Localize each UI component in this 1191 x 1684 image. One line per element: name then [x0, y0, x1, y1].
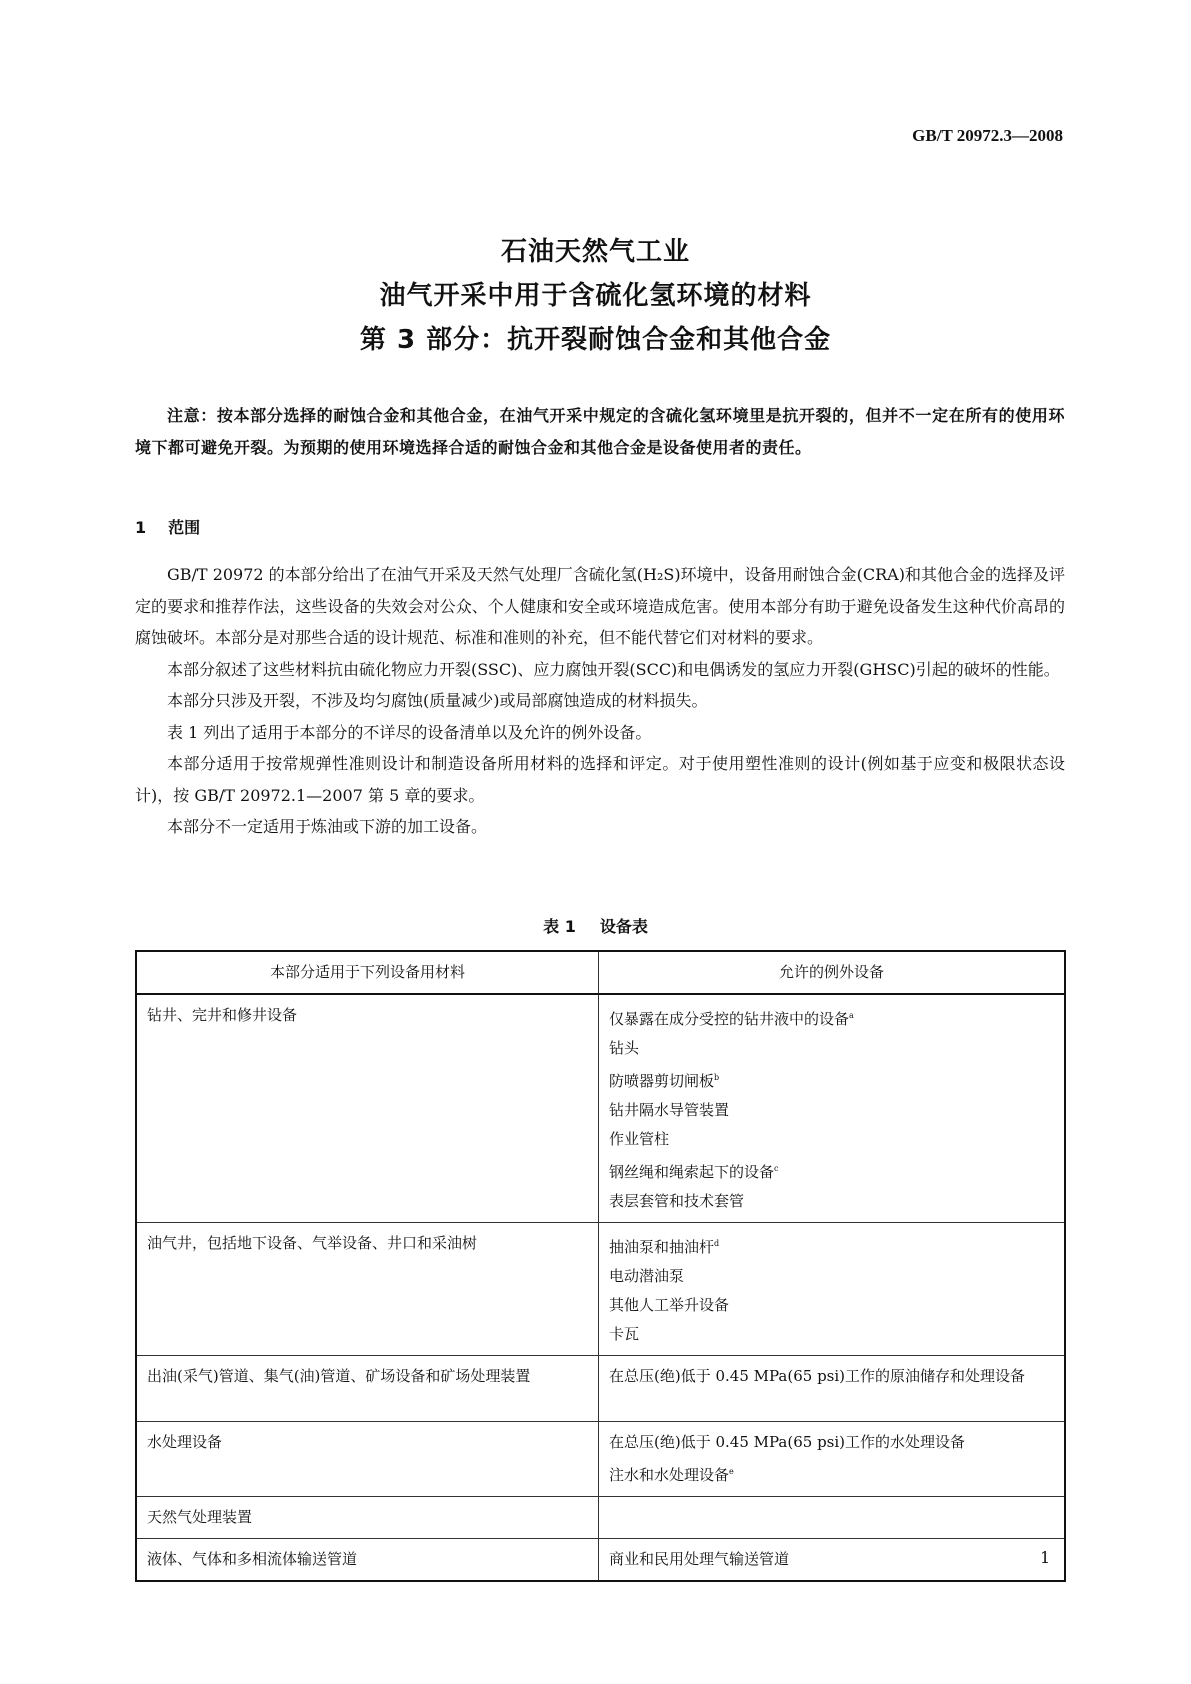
- exception-text: 注水和水处理设备: [609, 1466, 730, 1484]
- exception-text: 钢丝绳和绳索起下的设备: [609, 1163, 775, 1181]
- exception-item: [609, 1096, 1054, 1125]
- exception-item: [609, 1262, 1054, 1291]
- exception-text: 在总压(绝)低于 0.45 MPa(65 psi)工作的水处理设备: [609, 1433, 966, 1451]
- exception-text: 钻头: [609, 1039, 640, 1057]
- exception-item: [609, 1320, 1054, 1349]
- exception-item: [609, 1034, 1054, 1063]
- table-label: 表 1: [543, 917, 576, 936]
- table-row: [136, 1497, 1065, 1539]
- table-title: 设备表: [599, 917, 648, 936]
- title-line: 油气开采中用于含硫化氢环境的材料: [379, 281, 812, 311]
- section-number: 1: [135, 518, 147, 537]
- equipment-cell: 天然气处理装置: [136, 1497, 599, 1539]
- section-title: 范围: [168, 518, 201, 537]
- exception-text: 卡瓦: [609, 1325, 640, 1343]
- equipment-cell: 液体、气体和多相流体输送管道: [136, 1539, 599, 1582]
- column-header: 允许的例外设备: [599, 951, 1066, 994]
- section-body: [135, 559, 1065, 843]
- exceptions-cell: [599, 1422, 1066, 1497]
- doc-number: GB/T 20972.3—2008: [912, 126, 1063, 145]
- equipment-table: [135, 950, 1066, 1582]
- page-number: 1: [1040, 1548, 1051, 1567]
- exception-text: 商业和民用处理气输送管道: [609, 1550, 790, 1568]
- exceptions-cell: [599, 1223, 1066, 1356]
- exceptions-cell: [599, 1539, 1066, 1582]
- exception-text: 其他人工举升设备: [609, 1296, 730, 1314]
- paragraph: 本部分适用于按常规弹性准则设计和制造设备所用材料的选择和评定。对于使用塑性准则的设计(例如基于应变和极限状态设计)，按 GB/T 20972.1—2007 第 5 章的要求。: [135, 754, 1065, 805]
- paragraph: 本部分不一定适用于炼油或下游的加工设备。: [167, 817, 488, 836]
- section-heading: [135, 515, 222, 538]
- equipment-cell: 油气井，包括地下设备、气举设备、井口和采油树: [136, 1223, 599, 1356]
- exceptions-cell: [599, 994, 1066, 1223]
- exception-item: [609, 1063, 1054, 1096]
- table-row: [136, 1356, 1065, 1422]
- footnote-marker: e: [729, 1467, 734, 1476]
- column-header: 本部分适用于下列设备用材料: [136, 951, 599, 994]
- equipment-cell: 出油(采气)管道、集气(油)管道、矿场设备和矿场处理装置: [136, 1356, 599, 1422]
- equipment-cell: 水处理设备: [136, 1422, 599, 1497]
- exception-text: 防喷器剪切闸板: [609, 1072, 715, 1090]
- footnote-marker: c: [774, 1164, 779, 1173]
- exception-text: 表层套管和技术套管: [609, 1192, 745, 1210]
- table-row: [136, 1223, 1065, 1356]
- exception-text: 在总压(绝)低于 0.45 MPa(65 psi)工作的原油储存和处理设备: [609, 1367, 1026, 1385]
- exception-text: 电动潜油泵: [609, 1267, 685, 1285]
- exception-item: [609, 1457, 1054, 1490]
- exception-item: [609, 1187, 1054, 1216]
- exception-item: [609, 1125, 1054, 1154]
- exception-item: [609, 1291, 1054, 1320]
- paragraph: GB/T 20972 的本部分给出了在油气开采及天然气处理厂含硫化氢(H₂S)环境中，设备用耐蚀合金(CRA)和其他合金的选择及评定的要求和推荐作法，这些设备的失效会对公众、个人健康和安全或环境造成危害。使用本部分有助于避免设备发生这种代价高昂的腐蚀破坏。本部分是对那些合适的设计规范、标准和准则的补充，但不能代替它们对材料的要求。: [135, 565, 1065, 647]
- paragraph: 表 1 列出了适用于本部分的不详尽的设备清单以及允许的例外设备。: [167, 722, 652, 742]
- exception-item: [609, 1428, 1054, 1457]
- exception-item: [609, 1154, 1054, 1187]
- footnote-marker: a: [849, 1011, 854, 1020]
- exception-item: [609, 1362, 1054, 1391]
- exception-item: [609, 1545, 1054, 1574]
- paragraph: 本部分只涉及开裂，不涉及均匀腐蚀(质量减少)或局部腐蚀造成的材料损失。: [167, 691, 708, 710]
- exception-text: 钻井隔水导管装置: [609, 1101, 730, 1119]
- paragraph: 本部分叙述了这些材料抗由硫化物应力开裂(SSC)、应力腐蚀开裂(SCC)和电偶诱发的氢应力开裂(GHSC)引起的破坏的性能。: [167, 659, 1060, 679]
- table-row: [136, 1422, 1065, 1497]
- table-header-row: [136, 951, 1065, 994]
- table-caption: [0, 914, 1191, 937]
- footnote-marker: d: [714, 1239, 720, 1248]
- footnote-marker: b: [714, 1073, 720, 1082]
- title-block: [0, 230, 1191, 362]
- table-row: [136, 994, 1065, 1223]
- exceptions-cell: [599, 1356, 1066, 1422]
- title-line: 第 3 部分：抗开裂耐蚀合金和其他合金: [359, 325, 832, 355]
- exception-text: 抽油泵和抽油杆: [609, 1238, 715, 1256]
- exception-text: 作业管柱: [609, 1130, 670, 1148]
- table-row: [136, 1539, 1065, 1582]
- title-line: 石油天然气工业: [500, 237, 690, 267]
- exception-item: [609, 1001, 1054, 1034]
- warning-note: 注意：按本部分选择的耐蚀合金和其他合金，在油气开采中规定的含硫化氢环境里是抗开裂的，但并不一定在所有的使用环境下都可避免开裂。为预期的使用环境选择合适的耐蚀合金和其他合金是设备使用者的责任。: [135, 406, 1065, 457]
- exception-item: [609, 1229, 1054, 1262]
- equipment-cell: 钻井、完井和修井设备: [136, 994, 599, 1223]
- exceptions-cell: [599, 1497, 1066, 1539]
- exception-text: 仅暴露在成分受控的钻井液中的设备: [609, 1010, 850, 1028]
